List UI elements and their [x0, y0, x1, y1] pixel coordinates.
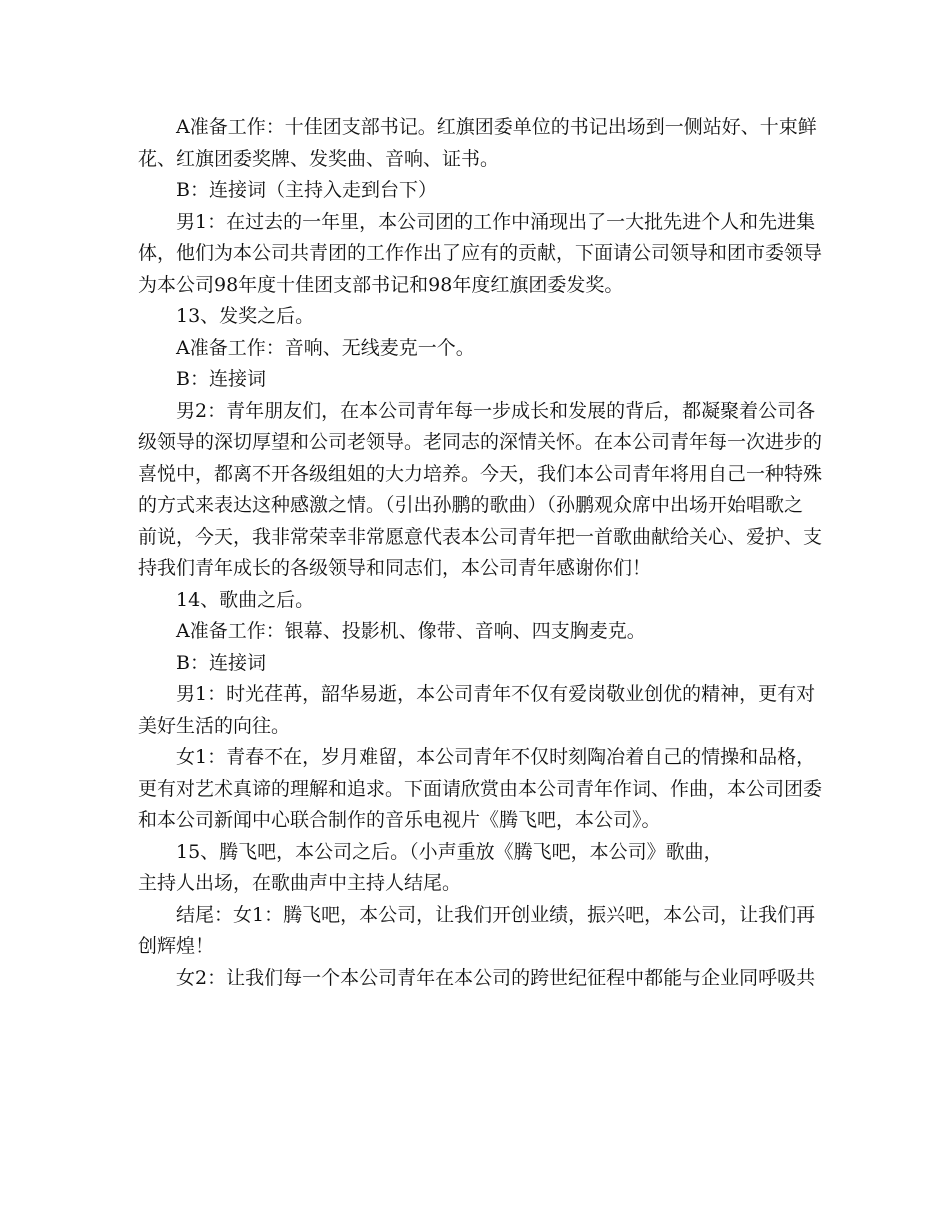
section-heading: 14、歌曲之后。	[176, 588, 315, 611]
paragraph-line: 级领导的深切厚望和公司老领导。老同志的深情关怀。在本公司青年每一次进步的	[138, 431, 823, 453]
paragraph-line: A准备工作：音响、无线麦克一个。	[176, 336, 475, 359]
paragraph-line: 更有对艺术真谛的理解和追求。下面请欣赏由本公司青年作词、作曲，本公司团委	[138, 777, 823, 800]
paragraph-line: 主持人出场，在歌曲声中主持人结尾。	[138, 872, 462, 894]
paragraph-line: 创辉煌！	[138, 935, 215, 957]
paragraph-line: 喜悦中，都离不开各级组姐的大力培养。今天，我们本公司青年将用自己一种特殊	[138, 462, 823, 485]
paragraph-line: 女2：让我们每一个本公司青年在本公司的跨世纪征程中都能与企业同呼吸共	[176, 966, 816, 989]
paragraph-line: 女1：青春不在，岁月难留，本公司青年不仅时刻陶冶着自己的情操和品格，	[176, 746, 816, 768]
paragraph-line: 美好生活的向往。	[138, 714, 291, 737]
section-heading: 15、腾飞吧，本公司之后。（小声重放《腾飞吧，本公司》歌曲，	[176, 840, 723, 863]
paragraph-line: 持我们青年成长的各级领导和同志们，本公司青年感谢你们！	[138, 557, 652, 579]
paragraph-line: 男1：在过去的一年里，本公司团的工作中涌现出了一大批先进个人和先进集	[176, 210, 816, 233]
paragraph-line: 花、红旗团委奖牌、发奖曲、音响、证书。	[138, 147, 500, 170]
paragraph-line: 前说，今天，我非常荣幸非常愿意代表本公司青年把一首歌曲献给关心、爱护、支	[138, 525, 823, 548]
paragraph-line: 体，他们为本公司共青团的工作作出了应有的贡献，下面请公司领导和团市委领导	[138, 242, 823, 264]
paragraph-line: 结尾：女1：腾飞吧，本公司，让我们开创业绩，振兴吧，本公司，让我们再	[176, 903, 816, 926]
paragraph-line: A准备工作：银幕、投影机、像带、音响、四支胸麦克。	[176, 620, 646, 642]
paragraph-line: 男1：时光荏苒，韶华易逝，本公司青年不仅有爱岗敬业创优的精神，更有对	[176, 683, 816, 705]
document-body	[138, 112, 823, 994]
paragraph-line: B：连接词（主持入走到台下）	[176, 179, 437, 201]
paragraph-line: A准备工作：十佳团支部书记。红旗团委单位的书记出场到一侧站好、十束鲜	[176, 116, 817, 138]
paragraph-line: 为本公司98年度十佳团支部书记和98年度红旗团委发奖。	[138, 273, 624, 296]
paragraph-line: 男2：青年朋友们，在本公司青年每一步成长和发展的背后，都凝聚着公司各	[176, 399, 816, 422]
paragraph-line: 和本公司新闻中心联合制作的音乐电视片《腾飞吧，本公司》。	[138, 809, 661, 831]
paragraph-line: 的方式来表达这种感激之情。（引出孙鹏的歌曲）（孙鹏观众席中出场开始唱歌之	[138, 494, 804, 516]
paragraph-line: B：连接词	[176, 651, 266, 674]
section-heading: 13、发奖之后。	[176, 305, 315, 327]
paragraph-line: B：连接词	[176, 368, 266, 390]
